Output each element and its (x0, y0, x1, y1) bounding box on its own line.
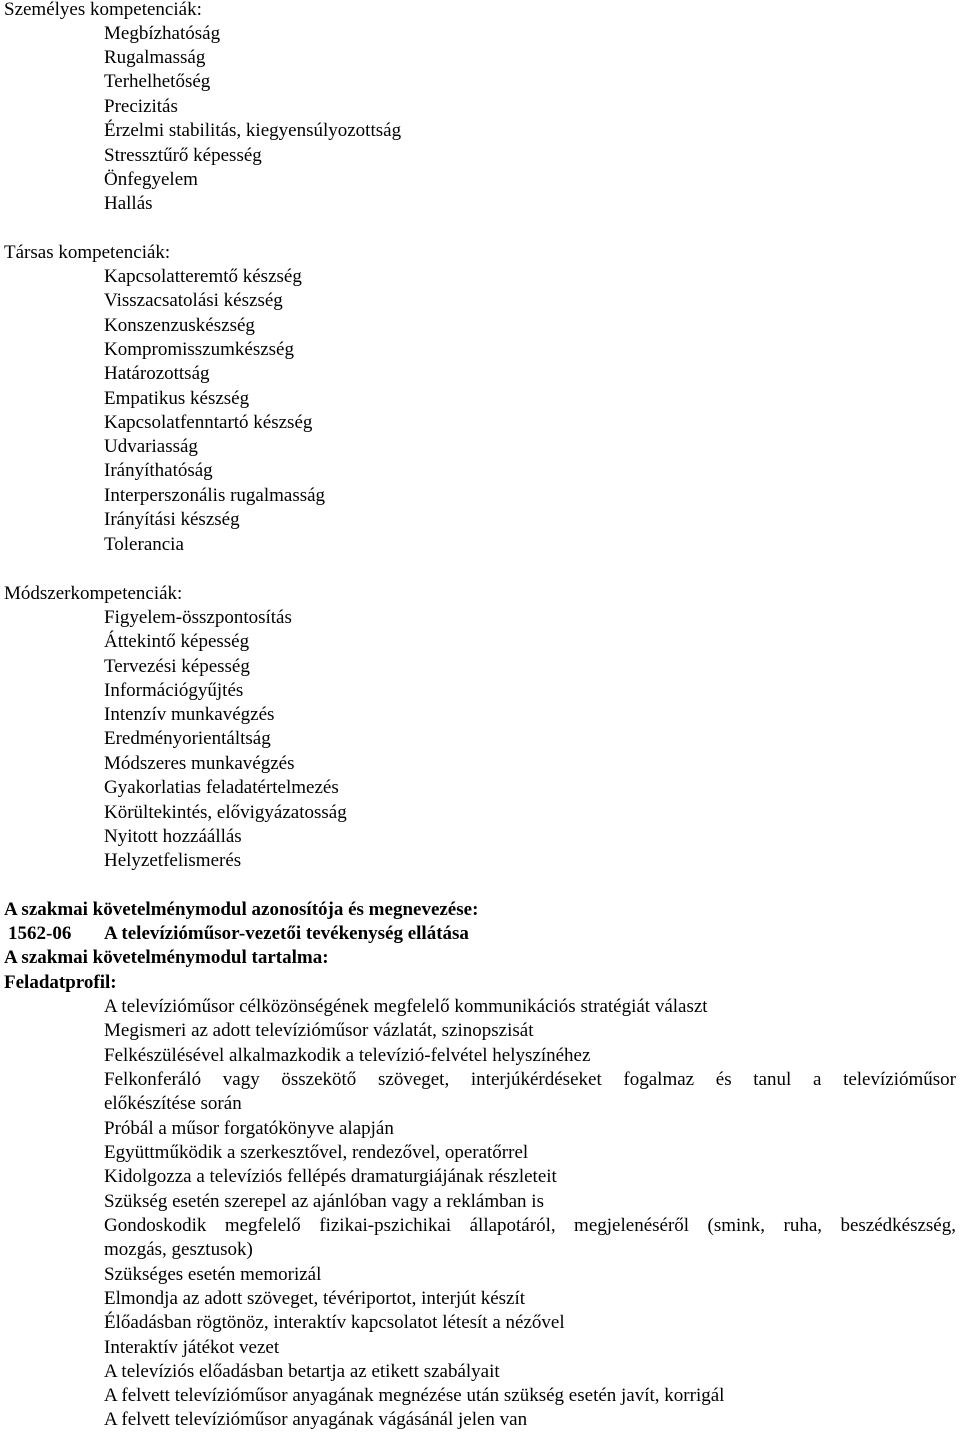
task-profile-heading: Feladatprofil: (4, 972, 117, 993)
task-item: Próbál a műsor forgatókönyve alapján (104, 1118, 394, 1139)
list-item: Módszeres munkavégzés (104, 753, 295, 774)
list-item: Helyzetfelismerés (104, 850, 242, 871)
list-item: Stressztűrő képesség (104, 145, 262, 166)
task-item: Gondoskodik megfelelő fizikai-pszichikai állapotáról, megjelenéséről (smink, ruha, beszédkészség, (104, 1215, 956, 1236)
list-item: Kapcsolatfenntartó készség (104, 412, 313, 433)
list-item: Körültekintés, elővigyázatosság (104, 802, 347, 823)
list-item: Udvariasság (104, 436, 198, 457)
method-competencies-heading: Módszerkompetenciák: (4, 583, 183, 604)
task-item: Interaktív játékot vezet (104, 1337, 280, 1358)
list-item: Információgyűjtés (104, 680, 244, 701)
list-item: Kompromisszumkészség (104, 339, 294, 360)
list-item: Áttekintő képesség (104, 631, 250, 652)
list-item: Kapcsolatteremtő készség (104, 266, 302, 287)
list-item: Precizitás (104, 96, 178, 117)
list-item: Eredményorientáltság (104, 728, 271, 749)
list-item: Önfegyelem (104, 169, 198, 190)
task-item: A felvett televízióműsor anyagának vágásánál jelen van (104, 1409, 528, 1430)
list-item: Intenzív munkavégzés (104, 704, 275, 725)
task-item: A televíziós előadásban betartja az etikett szabályait (104, 1361, 500, 1382)
list-item: Terhelhetőség (104, 71, 211, 92)
social-competencies-heading: Társas kompetenciák: (4, 242, 171, 263)
list-item: Nyitott hozzáállás (104, 826, 242, 847)
list-item: Megbízhatóság (104, 23, 221, 44)
list-item: Érzelmi stabilitás, kiegyensúlyozottság (104, 120, 402, 141)
task-item: Szükséges esetén memorizál (104, 1264, 322, 1285)
task-item: Felkonferáló vagy összekötő szöveget, interjúkérdéseket fogalmaz és tanul a televízióműsor (104, 1069, 956, 1090)
list-item: Empatikus készség (104, 388, 250, 409)
list-item: Irányítási készség (104, 509, 240, 530)
list-item: Figyelem-összpontosítás (104, 607, 292, 628)
personal-competencies-heading: Személyes kompetenciák: (4, 0, 202, 20)
list-item: Gyakorlatias feladatértelmezés (104, 777, 339, 798)
task-item: Együttműködik a szerkesztővel, rendezővel, operatőrrel (104, 1142, 529, 1163)
task-item-continuation: előkészítése során (104, 1093, 242, 1114)
task-item: Elmondja az adott szöveget, tévériportot, interjút készít (104, 1288, 526, 1309)
task-item: Felkészülésével alkalmazkodik a televízió-felvétel helyszínéhez (104, 1045, 591, 1066)
task-item: A televízióműsor célközönségének megfelelő kommunikációs stratégiát választ (104, 996, 708, 1017)
task-item: Élőadásban rögtönöz, interaktív kapcsolatot létesít a nézővel (104, 1312, 565, 1333)
list-item: Tolerancia (104, 534, 184, 555)
list-item: Interperszonális rugalmasság (104, 485, 326, 506)
task-item: A felvett televízióműsor anyagának megnézése után szükség esetén javít, korrigál (104, 1385, 725, 1406)
list-item: Hallás (104, 193, 153, 214)
module-code: 1562-06 (8, 923, 72, 944)
task-item: Kidolgozza a televíziós fellépés dramaturgiájának részleteit (104, 1166, 557, 1187)
task-item: Szükség esetén szerepel az ajánlóban vagy a reklámban is (104, 1191, 544, 1212)
module-content-heading: A szakmai követelménymodul tartalma: (4, 947, 329, 968)
list-item: Rugalmasság (104, 47, 206, 68)
module-id-heading: A szakmai követelménymodul azonosítója és megnevezése: (4, 899, 479, 920)
list-item: Irányíthatóság (104, 460, 213, 481)
task-item-continuation: mozgás, gesztusok) (104, 1239, 253, 1260)
list-item: Tervezési képesség (104, 656, 250, 677)
list-item: Visszacsatolási készség (104, 290, 283, 311)
list-item: Határozottság (104, 363, 210, 384)
module-name: A televízióműsor-vezetői tevékenység ellátása (104, 923, 469, 944)
task-item: Megismeri az adott televízióműsor vázlatát, szinopszisát (104, 1020, 534, 1041)
list-item: Konszenzuskészség (104, 315, 255, 336)
